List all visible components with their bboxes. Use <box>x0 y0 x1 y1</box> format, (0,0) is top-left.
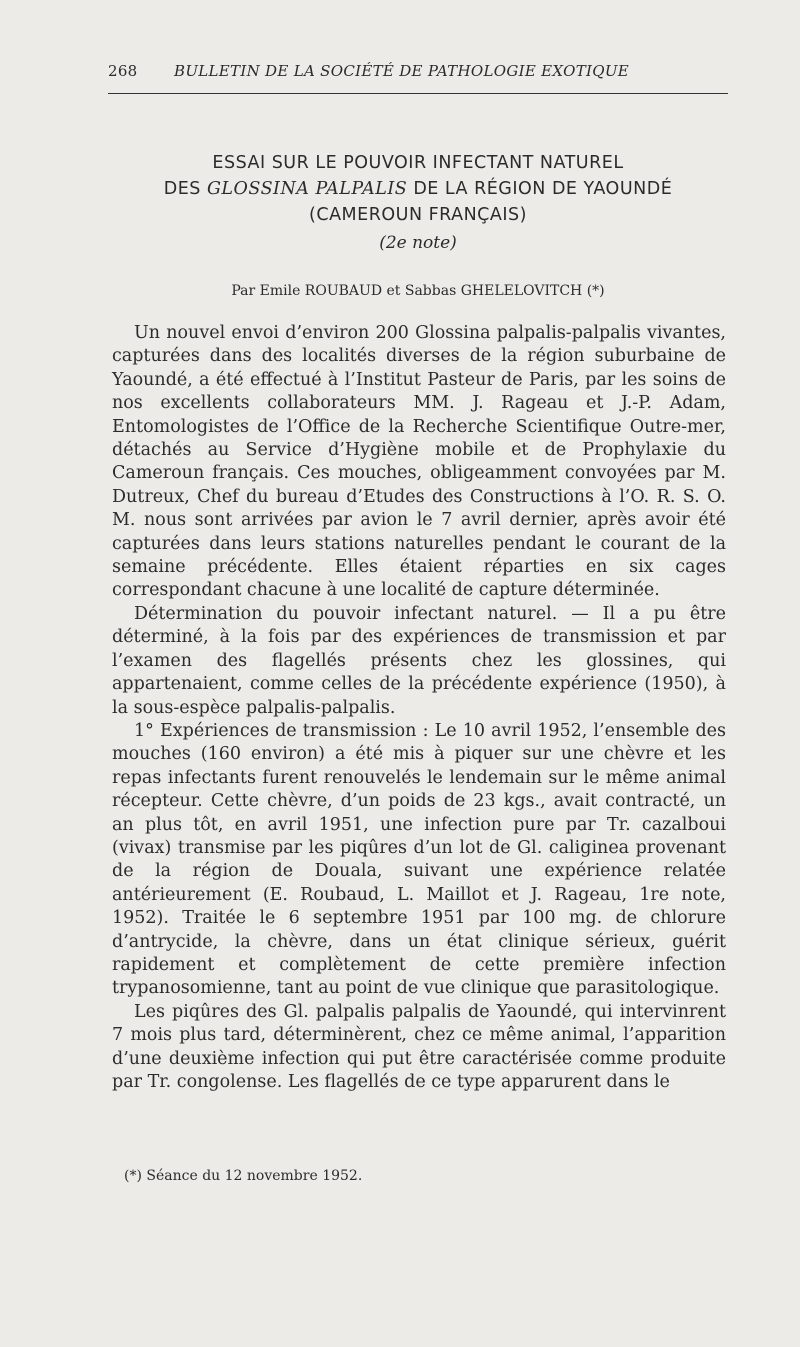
title-line-3: (CAMEROUN FRANÇAIS) <box>309 205 527 225</box>
title-line-2 <box>108 176 728 202</box>
article-title <box>108 150 728 228</box>
authors-line: Par Emile ROUBAUD et Sabbas GHELELOVITCH (*) <box>231 283 605 299</box>
header-rule <box>108 93 728 94</box>
footnote: (*) Séance du 12 novembre 1952. <box>124 1168 363 1184</box>
title-line-2a: DES <box>163 179 207 199</box>
paragraph-4: Les piqûres des Gl. palpalis palpalis de Yaoundé, qui intervinrent 7 mois plus tard, déterminèrent, chez ce même animal, l’apparition d’une deuxième infection qui put être caractérisée comme produite par Tr. congolense. Les flagellés de ce type apparurent dans le <box>112 1001 726 1092</box>
title-line-1: ESSAI SUR LE POUVOIR INFECTANT NATUREL <box>212 153 624 173</box>
paragraph-1: Un nouvel envoi d’environ 200 Glossina palpalis-palpalis vivantes, capturées dans des localités diverses de la région suburbaine de Yaoundé, a été effectué à l’Institut Pasteur de Paris, par les soins de nos excellents collaborateurs MM. J. Rageau et J.-P. Adam, Entomologistes de l’Office de la Recherche Scientifique Outre-mer, détachés au Service d’Hygiène mobile et de Prophylaxie du Cameroun français. Ces mouches, obligeamment convoyées par M. Dutreux, Chef du bureau d’Etudes des Constructions à l’O. R. S. O. M. nous sont arrivées par avion le 7 avril dernier, après avoir été capturées dans leurs stations naturelles pendant le courant de la semaine précédente. Elles étaient réparties en six cages correspondant chacune à une localité de capture déterminée. <box>112 323 726 601</box>
running-head: BULLETIN DE LA SOCIÉTÉ DE PATHOLOGIE EXOTIQUE <box>174 62 630 80</box>
note-number: (2e note) <box>379 233 457 253</box>
paragraph-3: 1° Expériences de transmission : Le 10 avril 1952, l’ensemble des mouches (160 environ) a été mis à piquer sur une chèvre et les repas infectants furent renouvelés le lendemain sur le même animal récepteur. Cette chèvre, d’un poids de 23 kgs., avait contracté, un an plus tôt, en avril 1951, une infection pure par Tr. cazalboui (vivax) transmise par les piqûres d’un lot de Gl. caliginea provenant de la région de Douala, suivant une expérience relatée antérieurement (E. Roubaud, L. Maillot et J. Rageau, 1re note, 1952). Traitée le 6 septembre 1951 par 100 mg. de chlorure d’antrycide, la chèvre, dans un état clinique sérieux, guérit rapidement et complètement de cette première infection trypanosomienne, tant au point de vue clinique que parasitologique. <box>112 720 726 999</box>
article-body <box>112 322 726 1094</box>
title-line-2c: DE LA RÉGION DE YAOUNDÉ <box>407 179 673 199</box>
title-species: GLOSSINA PALPALIS <box>206 179 408 199</box>
page-header <box>108 62 728 90</box>
page-number: 268 <box>108 62 138 80</box>
paragraph-2: Détermination du pouvoir infectant naturel. — Il a pu être déterminé, à la fois par des expériences de transmission et par l’examen des flagellés présents chez les glossines, qui appartenaient, comme celles de la précédente expérience (1950), à la sous-espèce palpalis-palpalis. <box>112 603 726 718</box>
